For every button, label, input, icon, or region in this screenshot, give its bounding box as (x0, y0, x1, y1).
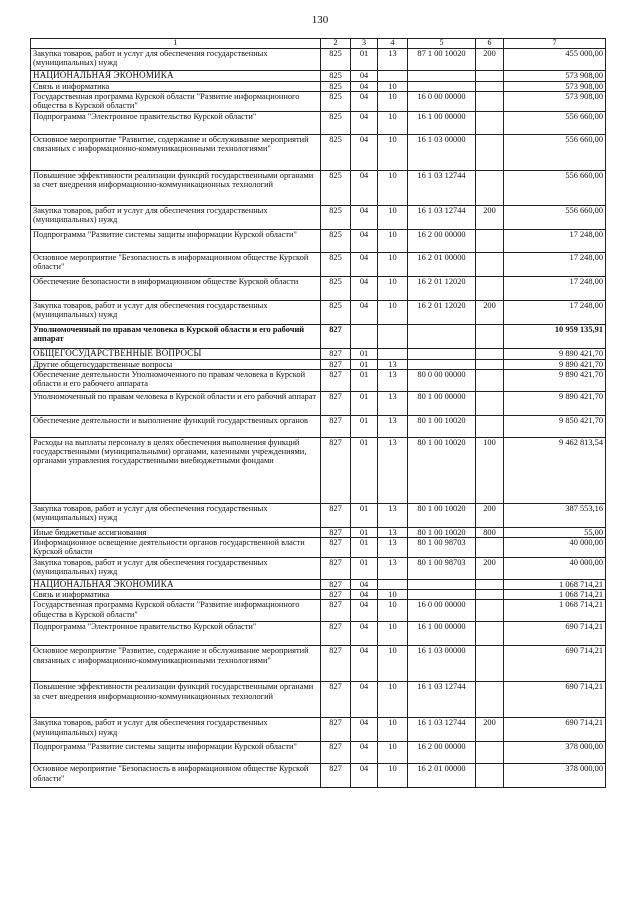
row-ministry-code-cell: 825 (321, 81, 351, 91)
row-name-cell: Подпрограмма "Электронное правительство Курской области" (31, 111, 321, 134)
row-expense-type-cell (476, 622, 504, 646)
row-name-cell: Закупка товаров, работ и услуг для обеспечения государственных (муниципальных) нужд (31, 49, 321, 71)
row-target-article-cell: 16 2 01 00000 (408, 252, 476, 276)
row-ministry-code-cell: 827 (321, 369, 351, 391)
row-section-code-cell: 04 (351, 71, 378, 82)
header-cell-2: 2 (321, 39, 351, 49)
row-amount-cell: 40 000,00 (504, 557, 606, 579)
row-ministry-code-cell: 825 (321, 91, 351, 111)
table-row (31, 49, 606, 71)
row-subsection-code-cell: 13 (378, 359, 408, 369)
row-ministry-code-cell: 825 (321, 170, 351, 205)
row-section-code-cell: 01 (351, 369, 378, 391)
page-number: 130 (311, 14, 329, 26)
row-target-article-cell: 16 2 01 12020 (408, 276, 476, 300)
row-ministry-code-cell: 825 (321, 205, 351, 229)
row-target-article-cell (408, 359, 476, 369)
row-subsection-code-cell: 13 (378, 537, 408, 557)
table-body (31, 49, 606, 788)
row-name-cell: Информационное освещение деятельности органов государственной власти Курской области (31, 537, 321, 557)
row-subsection-code-cell: 10 (378, 81, 408, 91)
row-subsection-code-cell: 13 (378, 49, 408, 71)
row-target-article-cell (408, 71, 476, 82)
row-ministry-code-cell: 827 (321, 503, 351, 527)
row-subsection-code-cell: 10 (378, 764, 408, 788)
table-row (31, 742, 606, 764)
header-cell-4: 4 (378, 39, 408, 49)
row-expense-type-cell: 100 (476, 437, 504, 503)
row-target-article-cell: 16 0 00 00000 (408, 600, 476, 622)
table-row (31, 229, 606, 252)
row-subsection-code-cell: 13 (378, 557, 408, 579)
row-amount-cell: 573 908,00 (504, 91, 606, 111)
row-expense-type-cell (476, 590, 504, 600)
row-section-code-cell: 04 (351, 91, 378, 111)
table-row (31, 369, 606, 391)
row-amount-cell: 17 248,00 (504, 229, 606, 252)
row-subsection-code-cell: 10 (378, 600, 408, 622)
row-name-cell: Иные бюджетные ассигнования (31, 527, 321, 537)
row-target-article-cell: 16 0 00 00000 (408, 91, 476, 111)
table-row (31, 622, 606, 646)
row-ministry-code-cell: 825 (321, 49, 351, 71)
row-ministry-code-cell: 825 (321, 300, 351, 324)
row-amount-cell: 690 714,21 (504, 682, 606, 718)
row-amount-cell: 573 908,00 (504, 81, 606, 91)
row-ministry-code-cell: 827 (321, 718, 351, 742)
row-target-article-cell: 16 1 00 00000 (408, 111, 476, 134)
table-row (31, 170, 606, 205)
table-row (31, 134, 606, 170)
row-expense-type-cell (476, 600, 504, 622)
row-section-code-cell: 04 (351, 276, 378, 300)
row-amount-cell: 9 890 421,70 (504, 359, 606, 369)
row-name-cell: Закупка товаров, работ и услуг для обеспечения государственных (муниципальных) нужд (31, 205, 321, 229)
row-subsection-code-cell: 10 (378, 300, 408, 324)
row-subsection-code-cell (378, 324, 408, 348)
row-name-cell: Повышение эффективности реализации функций государственными органами за счет внедрения информационно-коммуникационных технологий (31, 170, 321, 205)
row-section-code-cell: 01 (351, 359, 378, 369)
row-name-cell: Закупка товаров, работ и услуг для обеспечения государственных (муниципальных) нужд (31, 300, 321, 324)
row-section-code-cell: 01 (351, 527, 378, 537)
table-row (31, 764, 606, 788)
row-name-cell: Подпрограмма "Развитие системы защиты информации Курской области" (31, 229, 321, 252)
row-section-code-cell: 04 (351, 590, 378, 600)
table-row (31, 415, 606, 437)
row-name-cell: Связь и информатика (31, 590, 321, 600)
row-name-cell: Подпрограмма "Развитие системы защиты информации Курской области" (31, 742, 321, 764)
row-expense-type-cell (476, 111, 504, 134)
row-amount-cell: 9 850 421,70 (504, 415, 606, 437)
row-target-article-cell: 80 1 00 98703 (408, 557, 476, 579)
table-row (31, 205, 606, 229)
table-row (31, 348, 606, 359)
row-ministry-code-cell: 827 (321, 527, 351, 537)
table-row (31, 391, 606, 415)
table-row (31, 71, 606, 82)
row-expense-type-cell (476, 324, 504, 348)
row-amount-cell: 9 890 421,70 (504, 348, 606, 359)
row-subsection-code-cell: 10 (378, 170, 408, 205)
row-section-code-cell: 04 (351, 600, 378, 622)
table-row (31, 276, 606, 300)
table-row (31, 324, 606, 348)
row-ministry-code-cell: 825 (321, 276, 351, 300)
row-target-article-cell: 16 2 01 12020 (408, 300, 476, 324)
row-target-article-cell (408, 324, 476, 348)
row-ministry-code-cell: 827 (321, 682, 351, 718)
row-name-cell: Закупка товаров, работ и услуг для обеспечения государственных (муниципальных) нужд (31, 557, 321, 579)
row-name-cell: Основное мероприятие "Безопасность в информационном обществе Курской области" (31, 252, 321, 276)
row-amount-cell: 1 068 714,21 (504, 590, 606, 600)
row-subsection-code-cell: 10 (378, 718, 408, 742)
row-section-code-cell: 04 (351, 134, 378, 170)
row-target-article-cell: 16 1 03 12744 (408, 170, 476, 205)
row-subsection-code-cell: 13 (378, 437, 408, 503)
row-ministry-code-cell: 827 (321, 359, 351, 369)
row-expense-type-cell (476, 537, 504, 557)
row-name-cell: Обеспечение безопасности в информационном обществе Курской области (31, 276, 321, 300)
row-subsection-code-cell: 13 (378, 369, 408, 391)
row-subsection-code-cell: 10 (378, 622, 408, 646)
row-target-article-cell (408, 590, 476, 600)
row-section-code-cell: 04 (351, 764, 378, 788)
row-name-cell: Основное мероприятие "Развитие, содержание и обслуживание мероприятий связанных с информационно-коммуникационными технологиями" (31, 646, 321, 682)
row-target-article-cell: 80 1 00 10020 (408, 415, 476, 437)
row-section-code-cell: 01 (351, 557, 378, 579)
row-target-article-cell (408, 579, 476, 590)
row-subsection-code-cell (378, 348, 408, 359)
row-ministry-code-cell: 827 (321, 557, 351, 579)
row-ministry-code-cell: 827 (321, 579, 351, 590)
row-expense-type-cell: 200 (476, 205, 504, 229)
row-name-cell: ОБЩЕГОСУДАРСТВЕННЫЕ ВОПРОСЫ (31, 348, 321, 359)
row-name-cell: Закупка товаров, работ и услуг для обеспечения государственных (муниципальных) нужд (31, 503, 321, 527)
row-ministry-code-cell: 827 (321, 348, 351, 359)
row-section-code-cell: 01 (351, 437, 378, 503)
row-target-article-cell (408, 348, 476, 359)
row-expense-type-cell (476, 276, 504, 300)
row-subsection-code-cell: 10 (378, 276, 408, 300)
row-amount-cell: 55,00 (504, 527, 606, 537)
table-row (31, 718, 606, 742)
row-section-code-cell: 04 (351, 300, 378, 324)
row-name-cell: Другие общегосударственные вопросы (31, 359, 321, 369)
header-cell-5: 5 (408, 39, 476, 49)
row-amount-cell: 17 248,00 (504, 300, 606, 324)
row-expense-type-cell: 200 (476, 49, 504, 71)
table-row (31, 91, 606, 111)
row-target-article-cell: 80 0 00 00000 (408, 369, 476, 391)
row-ministry-code-cell: 825 (321, 71, 351, 82)
row-amount-cell: 690 714,21 (504, 646, 606, 682)
header-cell-3: 3 (351, 39, 378, 49)
row-ministry-code-cell: 825 (321, 252, 351, 276)
header-cell-6: 6 (476, 39, 504, 49)
header-cell-7: 7 (504, 39, 606, 49)
row-amount-cell: 378 000,00 (504, 742, 606, 764)
table-row (31, 557, 606, 579)
row-name-cell: Основное мероприятие "Развитие, содержание и обслуживание мероприятий связанных с информационно-коммуникационными технологиями" (31, 134, 321, 170)
table-row (31, 111, 606, 134)
row-subsection-code-cell: 10 (378, 646, 408, 682)
row-expense-type-cell (476, 71, 504, 82)
row-amount-cell: 387 553,16 (504, 503, 606, 527)
table-row (31, 527, 606, 537)
row-target-article-cell: 16 1 03 12744 (408, 718, 476, 742)
row-ministry-code-cell: 827 (321, 742, 351, 764)
row-amount-cell: 690 714,21 (504, 622, 606, 646)
row-amount-cell: 556 660,00 (504, 134, 606, 170)
row-ministry-code-cell: 827 (321, 391, 351, 415)
row-section-code-cell: 01 (351, 49, 378, 71)
table-row (31, 437, 606, 503)
row-subsection-code-cell: 13 (378, 503, 408, 527)
row-subsection-code-cell: 10 (378, 91, 408, 111)
row-expense-type-cell (476, 682, 504, 718)
row-subsection-code-cell: 10 (378, 229, 408, 252)
table-row (31, 300, 606, 324)
row-section-code-cell: 01 (351, 391, 378, 415)
row-name-cell: НАЦИОНАЛЬНАЯ ЭКОНОМИКА (31, 579, 321, 590)
header-row (31, 39, 606, 49)
row-name-cell: НАЦИОНАЛЬНАЯ ЭКОНОМИКА (31, 71, 321, 82)
row-expense-type-cell (476, 764, 504, 788)
row-target-article-cell (408, 81, 476, 91)
table-row (31, 682, 606, 718)
row-name-cell: Повышение эффективности реализации функций государственными органами за счет внедрения информационно-коммуникационных технологий (31, 682, 321, 718)
row-amount-cell: 9 890 421,70 (504, 369, 606, 391)
row-section-code-cell: 04 (351, 646, 378, 682)
row-section-code-cell: 04 (351, 229, 378, 252)
row-ministry-code-cell: 827 (321, 646, 351, 682)
row-expense-type-cell (476, 415, 504, 437)
row-section-code-cell: 04 (351, 111, 378, 134)
row-subsection-code-cell: 13 (378, 527, 408, 537)
row-name-cell: Закупка товаров, работ и услуг для обеспечения государственных (муниципальных) нужд (31, 718, 321, 742)
row-ministry-code-cell: 827 (321, 324, 351, 348)
row-amount-cell: 1 068 714,21 (504, 600, 606, 622)
row-section-code-cell: 01 (351, 415, 378, 437)
row-expense-type-cell: 800 (476, 527, 504, 537)
row-section-code-cell: 04 (351, 622, 378, 646)
row-subsection-code-cell (378, 71, 408, 82)
row-section-code-cell: 04 (351, 205, 378, 229)
row-expense-type-cell (476, 229, 504, 252)
row-name-cell: Обеспечение деятельности Уполномоченного по правам человека в Курской области и его рабочего аппарата (31, 369, 321, 391)
row-target-article-cell: 16 1 03 12744 (408, 682, 476, 718)
row-amount-cell: 9 890 421,70 (504, 391, 606, 415)
row-expense-type-cell (476, 134, 504, 170)
row-ministry-code-cell: 827 (321, 437, 351, 503)
row-ministry-code-cell: 825 (321, 111, 351, 134)
row-amount-cell: 17 248,00 (504, 276, 606, 300)
row-section-code-cell: 01 (351, 503, 378, 527)
row-ministry-code-cell: 827 (321, 600, 351, 622)
row-amount-cell: 690 714,21 (504, 718, 606, 742)
row-subsection-code-cell: 10 (378, 111, 408, 134)
row-amount-cell: 556 660,00 (504, 170, 606, 205)
row-name-cell: Основное мероприятие "Безопасность в информационном обществе Курской области" (31, 764, 321, 788)
row-section-code-cell: 04 (351, 742, 378, 764)
row-target-article-cell: 16 2 00 00000 (408, 742, 476, 764)
row-expense-type-cell (476, 742, 504, 764)
row-section-code-cell (351, 324, 378, 348)
row-expense-type-cell (476, 579, 504, 590)
row-name-cell: Государственная программа Курской области "Развитие информационного общества в Курской области" (31, 91, 321, 111)
row-subsection-code-cell: 13 (378, 391, 408, 415)
row-target-article-cell: 80 1 00 98703 (408, 537, 476, 557)
row-subsection-code-cell: 10 (378, 252, 408, 276)
row-amount-cell: 10 959 135,91 (504, 324, 606, 348)
table-row (31, 503, 606, 527)
row-amount-cell: 17 248,00 (504, 252, 606, 276)
row-section-code-cell: 04 (351, 682, 378, 718)
row-target-article-cell: 16 2 00 00000 (408, 229, 476, 252)
row-expense-type-cell: 200 (476, 300, 504, 324)
row-name-cell: Уполномоченный по правам человека в Курской области и его рабочий аппарат (31, 391, 321, 415)
row-amount-cell: 378 000,00 (504, 764, 606, 788)
row-subsection-code-cell: 10 (378, 590, 408, 600)
row-subsection-code-cell: 10 (378, 134, 408, 170)
row-ministry-code-cell: 827 (321, 415, 351, 437)
row-expense-type-cell: 200 (476, 557, 504, 579)
row-section-code-cell: 01 (351, 537, 378, 557)
row-ministry-code-cell: 825 (321, 229, 351, 252)
row-name-cell: Уполномоченный по правам человека в Курской области и его рабочий аппарат (31, 324, 321, 348)
table-row (31, 590, 606, 600)
row-expense-type-cell (476, 369, 504, 391)
row-target-article-cell: 16 2 01 00000 (408, 764, 476, 788)
row-section-code-cell: 04 (351, 718, 378, 742)
row-section-code-cell: 04 (351, 81, 378, 91)
row-expense-type-cell (476, 391, 504, 415)
row-amount-cell: 556 660,00 (504, 111, 606, 134)
row-ministry-code-cell: 825 (321, 134, 351, 170)
header-cell-1: 1 (31, 39, 321, 49)
row-expense-type-cell: 200 (476, 718, 504, 742)
table-row (31, 537, 606, 557)
row-section-code-cell: 01 (351, 348, 378, 359)
row-amount-cell: 556 660,00 (504, 205, 606, 229)
row-amount-cell: 40 000,00 (504, 537, 606, 557)
row-expense-type-cell (476, 252, 504, 276)
table-row (31, 600, 606, 622)
row-name-cell: Расходы на выплаты персоналу в целях обеспечения выполнения функций государственными (муниципальными) органами, казенными учреждениями, органами управления государственными внебюджетными фондами (31, 437, 321, 503)
row-subsection-code-cell (378, 579, 408, 590)
row-name-cell: Подпрограмма "Электронное правительство Курской области" (31, 622, 321, 646)
row-expense-type-cell (476, 348, 504, 359)
row-name-cell: Государственная программа Курской области "Развитие информационного общества в Курской области" (31, 600, 321, 622)
row-amount-cell: 9 462 813,54 (504, 437, 606, 503)
row-target-article-cell: 87 1 00 10020 (408, 49, 476, 71)
row-subsection-code-cell: 13 (378, 415, 408, 437)
table-row (31, 252, 606, 276)
row-ministry-code-cell: 827 (321, 764, 351, 788)
row-ministry-code-cell: 827 (321, 537, 351, 557)
row-ministry-code-cell: 827 (321, 590, 351, 600)
row-section-code-cell: 04 (351, 170, 378, 205)
row-name-cell: Связь и информатика (31, 81, 321, 91)
row-target-article-cell: 16 1 00 00000 (408, 622, 476, 646)
row-target-article-cell: 80 1 00 10020 (408, 503, 476, 527)
table-row (31, 359, 606, 369)
row-expense-type-cell (476, 359, 504, 369)
table-row (31, 579, 606, 590)
row-amount-cell: 455 000,00 (504, 49, 606, 71)
table-row (31, 81, 606, 91)
row-ministry-code-cell: 827 (321, 622, 351, 646)
table-row (31, 646, 606, 682)
row-expense-type-cell (476, 81, 504, 91)
row-target-article-cell: 80 1 00 10020 (408, 527, 476, 537)
row-expense-type-cell (476, 170, 504, 205)
row-amount-cell: 1 068 714,21 (504, 579, 606, 590)
row-target-article-cell: 80 1 00 00000 (408, 391, 476, 415)
row-expense-type-cell: 200 (476, 503, 504, 527)
row-target-article-cell: 16 1 03 00000 (408, 646, 476, 682)
budget-table (30, 38, 606, 788)
row-amount-cell: 573 908,00 (504, 71, 606, 82)
row-target-article-cell: 16 1 03 12744 (408, 205, 476, 229)
row-section-code-cell: 04 (351, 579, 378, 590)
row-subsection-code-cell: 10 (378, 682, 408, 718)
row-expense-type-cell (476, 646, 504, 682)
row-target-article-cell: 80 1 00 10020 (408, 437, 476, 503)
row-name-cell: Обеспечение деятельности и выполнение функций государственных органов (31, 415, 321, 437)
row-expense-type-cell (476, 91, 504, 111)
row-target-article-cell: 16 1 03 00000 (408, 134, 476, 170)
row-section-code-cell: 04 (351, 252, 378, 276)
row-subsection-code-cell: 10 (378, 205, 408, 229)
row-subsection-code-cell: 10 (378, 742, 408, 764)
